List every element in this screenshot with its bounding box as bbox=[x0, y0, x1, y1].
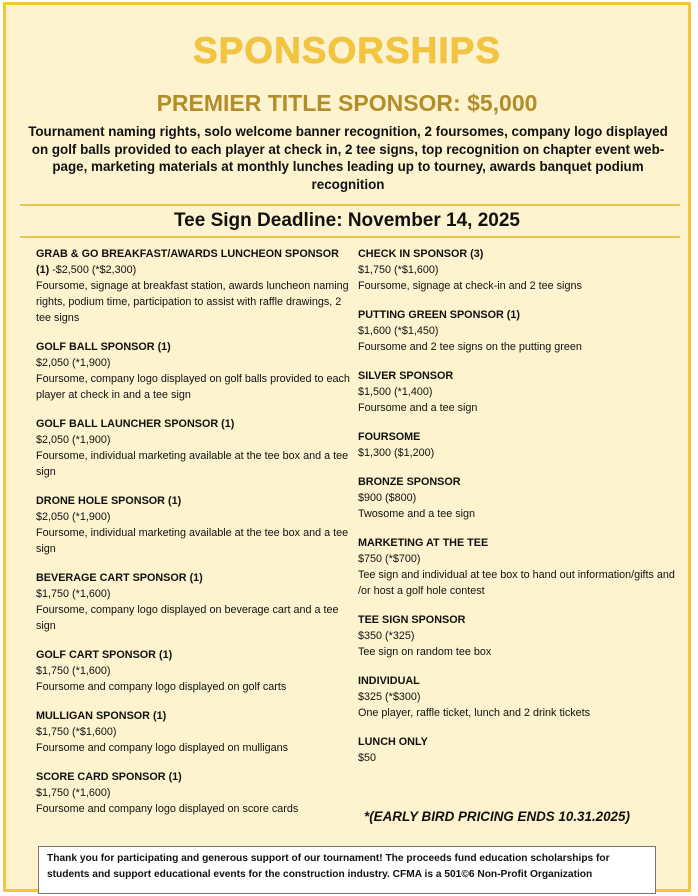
sponsor-price: $1,500 (*1,400) bbox=[358, 386, 433, 398]
sponsor-description: Foursome, individual marketing available at the tee box and a tee sign bbox=[36, 527, 349, 555]
sponsor-item bbox=[36, 493, 351, 557]
sponsor-description: Foursome and 2 tee signs on the putting green bbox=[358, 341, 582, 353]
sponsor-description: Foursome and company logo displayed on mulligans bbox=[36, 742, 289, 754]
sponsor-description: Foursome and a tee sign bbox=[358, 402, 478, 414]
sponsor-name: MULLIGAN SPONSOR (1) bbox=[36, 710, 167, 722]
sponsor-name: SILVER SPONSOR bbox=[358, 370, 454, 382]
sponsor-price: $1,750 (*$1,600) bbox=[358, 264, 439, 276]
thank-you-box: Thank you for participating and generous support of our tournament! The proceeds fund education scholarships for students and support educational events for the construction industry. CFMA is a 501©6 Non-Profit Organization bbox=[38, 846, 656, 894]
sponsor-name: MARKETING AT THE TEE bbox=[358, 537, 489, 549]
sponsor-item bbox=[36, 647, 351, 695]
sponsor-price: $750 (*$700) bbox=[358, 553, 421, 565]
sponsor-name: GRAB & GO BREAKFAST/AWARDS LUNCHEON SPONSOR (1) bbox=[36, 248, 339, 276]
sponsor-name: GOLF CART SPONSOR (1) bbox=[36, 649, 173, 661]
sponsor-price: $1,750 (*1,600) bbox=[36, 588, 111, 600]
sponsor-price: $1,750 (*1,600) bbox=[36, 665, 111, 677]
sponsor-item bbox=[358, 673, 678, 721]
sponsor-price: $2,050 (*1,900) bbox=[36, 511, 111, 523]
sponsor-price: $900 ($800) bbox=[358, 492, 417, 504]
sponsor-item bbox=[358, 246, 678, 294]
sponsor-item bbox=[358, 734, 678, 766]
divider bbox=[20, 236, 680, 238]
sponsor-name: GOLF BALL SPONSOR (1) bbox=[36, 341, 171, 353]
sponsor-name: SCORE CARD SPONSOR (1) bbox=[36, 771, 182, 783]
sponsor-name: DRONE HOLE SPONSOR (1) bbox=[36, 495, 182, 507]
sponsor-item bbox=[36, 708, 351, 756]
premier-description: Tournament naming rights, solo welcome banner recognition, 2 foursomes, company logo displayed on golf balls provided to each player at check in, 2 tee signs, top recognition on chapter event web-page, marketing materials at monthly lunches leading up to tourney, awards banquet podium recognition bbox=[28, 124, 668, 192]
sponsor-description: Foursome, signage at check-in and 2 tee signs bbox=[358, 280, 582, 292]
sponsor-item bbox=[358, 429, 678, 461]
sponsor-price: $350 (*325) bbox=[358, 630, 415, 642]
sponsor-price: $2,050 (*1,900) bbox=[36, 434, 111, 446]
sponsor-name: BEVERAGE CART SPONSOR (1) bbox=[36, 572, 203, 584]
sponsor-description: Tee sign on random tee box bbox=[358, 646, 492, 658]
sponsor-description: Tee sign and individual at tee box to hand out information/gifts and /or host a golf hole contest bbox=[358, 569, 675, 597]
sponsor-price: $1,600 (*$1,450) bbox=[358, 325, 439, 337]
sponsor-name: FOURSOME bbox=[358, 431, 421, 443]
sponsor-name: LUNCH ONLY bbox=[358, 736, 428, 748]
sponsor-name: PUTTING GREEN SPONSOR (1) bbox=[358, 309, 520, 321]
sponsor-description: Foursome and company logo displayed on golf carts bbox=[36, 681, 287, 693]
left-sponsor-list bbox=[36, 246, 351, 830]
sponsor-price: $2,050 (*1,900) bbox=[36, 357, 111, 369]
sponsor-item bbox=[36, 246, 351, 326]
sponsor-item bbox=[36, 570, 351, 634]
sponsor-item bbox=[358, 535, 678, 599]
sponsor-item bbox=[36, 416, 351, 480]
sponsor-name: BRONZE SPONSOR bbox=[358, 476, 461, 488]
sponsor-description: Foursome, signage at breakfast station, awards luncheon naming rights, podium time, participation to assist with raffle drawings, 2 tee signs bbox=[36, 280, 349, 324]
page-title: SPONSORSHIPS bbox=[192, 30, 502, 71]
sponsor-item bbox=[358, 612, 678, 660]
right-sponsor-list bbox=[358, 246, 678, 779]
sponsor-item bbox=[358, 474, 678, 522]
sponsor-description: One player, raffle ticket, lunch and 2 drink tickets bbox=[358, 707, 591, 719]
sponsor-name: TEE SIGN SPONSOR bbox=[358, 614, 466, 626]
sponsor-description: Foursome, individual marketing available at the tee box and a tee sign bbox=[36, 450, 349, 478]
sponsor-description: Twosome and a tee sign bbox=[358, 508, 476, 520]
sponsor-item bbox=[358, 307, 678, 355]
tee-sign-deadline: Tee Sign Deadline: November 14, 2025 bbox=[173, 210, 520, 231]
sponsor-price: $1,750 (*1,600) bbox=[36, 787, 111, 799]
sponsor-item bbox=[358, 368, 678, 416]
sponsor-name: INDIVIDUAL bbox=[358, 675, 420, 687]
sponsor-description: Foursome, company logo displayed on golf balls provided to each player at check in and a tee sign bbox=[36, 373, 350, 401]
sponsor-price: $1,300 ($1,200) bbox=[358, 447, 435, 459]
sponsor-description: Foursome and company logo displayed on score cards bbox=[36, 803, 299, 815]
sponsor-item bbox=[36, 339, 351, 403]
sponsor-price: $50 bbox=[358, 752, 377, 764]
divider bbox=[20, 204, 680, 206]
premier-title-heading: PREMIER TITLE SPONSOR: $5,000 bbox=[156, 90, 538, 116]
sponsor-name: GOLF BALL LAUNCHER SPONSOR (1) bbox=[36, 418, 235, 430]
sponsor-price: $1,750 (*$1,600) bbox=[36, 726, 117, 738]
sponsor-item bbox=[36, 769, 351, 817]
sponsor-description: Foursome, company logo displayed on beverage cart and a tee sign bbox=[36, 604, 339, 632]
sponsor-name: CHECK IN SPONSOR (3) bbox=[358, 248, 484, 260]
sponsorship-flyer bbox=[3, 2, 691, 892]
sponsor-price: -$2,500 (*$2,300) bbox=[49, 264, 137, 276]
sponsor-price: $325 (*$300) bbox=[358, 691, 421, 703]
early-bird-note: *(EARLY BIRD PRICING ENDS 10.31.2025) bbox=[364, 809, 630, 824]
